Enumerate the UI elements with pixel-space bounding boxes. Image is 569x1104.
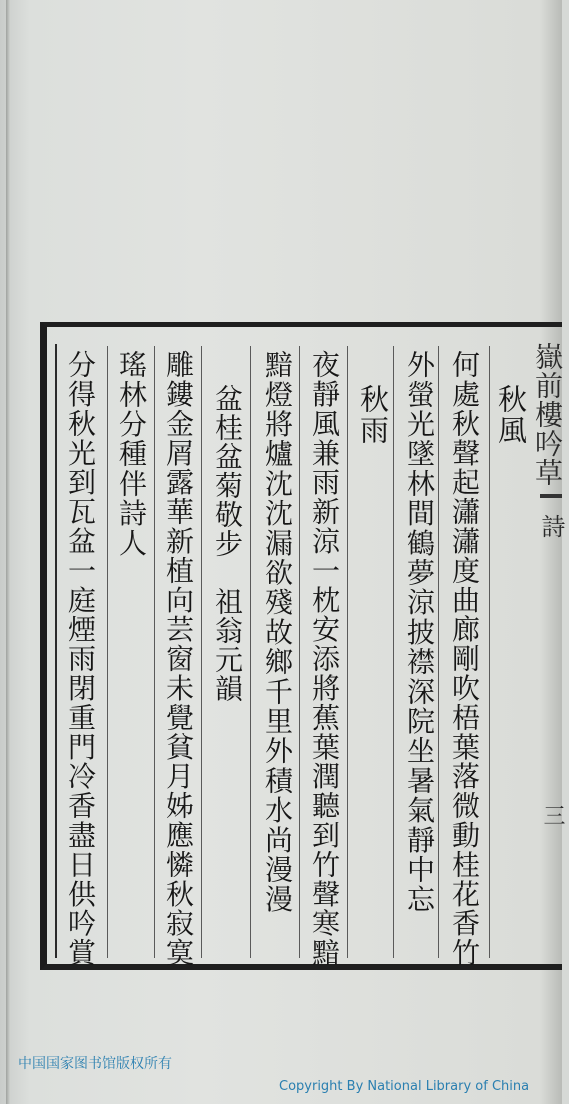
poem-line: 何處秋聲起瀟瀟度曲廊剛吹梧葉落微動桂花香竹 [448,350,481,968]
page-fold [6,0,10,1104]
column-rule [201,346,202,958]
poem-line: 雕鏤金屑露華新植向芸窗未覺貧月姊應憐秋寂寞 [162,350,195,968]
column-rule [347,346,348,958]
book-title: 嶽前樓吟草 [531,342,564,487]
column-rule [250,346,251,958]
page-number: 三 [540,804,565,826]
heading-osmanthus-chrysanthemum: 盆桂盆菊敬步 祖翁元韻 [211,384,244,703]
poem-line: 外螢光墜林間鶴夢涼披襟深院坐暑氣靜中忘 [403,350,436,915]
poem-line: 夜靜風兼雨新涼一枕安添將蕉葉潤聽到竹聲寒黯 [308,350,341,968]
section-label: 詩 [537,514,565,538]
heading-autumn-wind: 秋風 [494,384,528,446]
column-rule [107,346,108,958]
frame-inner-line [55,344,57,958]
poem-line: 分得秋光到瓦盆一庭煙雨閉重門冷香盡日供吟賞 [64,350,97,968]
column-rule [154,346,155,958]
copyright-watermark-cn: 中国国家图书馆版权所有 [18,1056,172,1072]
column-rule [438,346,439,958]
column-rule [299,346,300,958]
fishtail-mark [540,494,562,498]
heading-autumn-rain: 秋雨 [356,384,390,446]
column-rule [393,346,394,958]
poem-line: 瑤林分種伴詩人 [115,350,148,558]
poem-line: 黯燈將爐沈沈漏欲殘故鄉千里外積水尚漫漫 [261,350,294,915]
copyright-watermark-en: Copyright By National Library of China [279,1079,530,1094]
column-rule [489,346,490,958]
